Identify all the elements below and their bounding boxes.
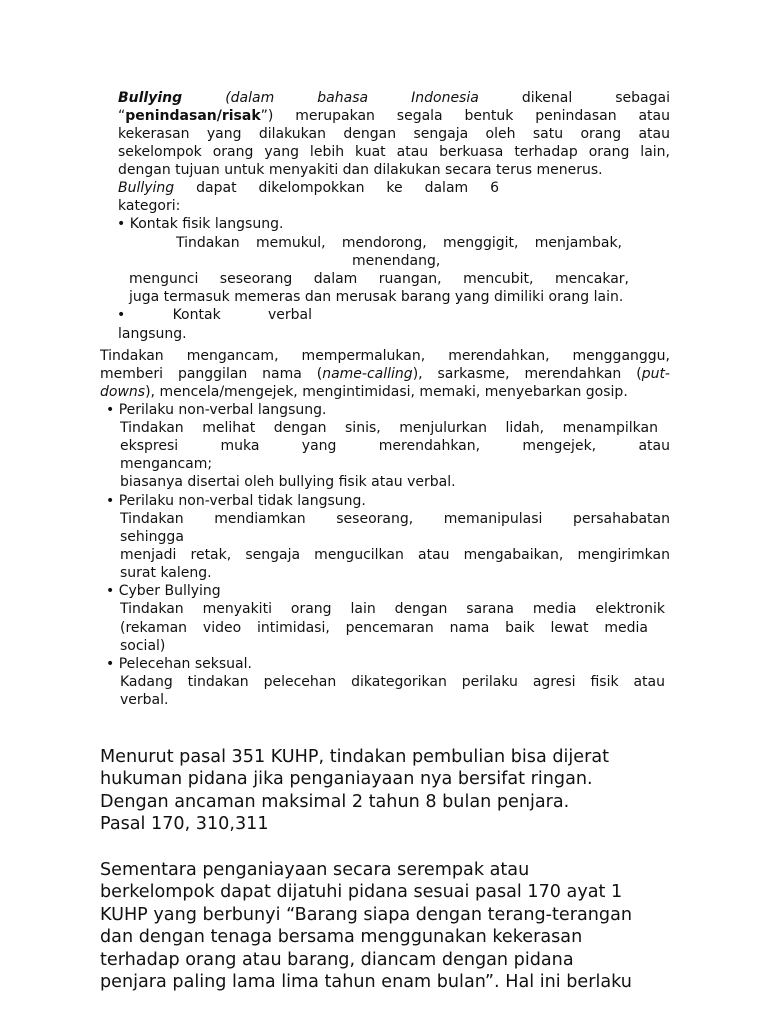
law-paragraph-2-line-3: KUHP yang berbunyi “Barang siapa dengan terang-terangan — [100, 905, 633, 925]
intro-line-3: kekerasan yang dilakukan dengan sengaja oleh satu orang atau — [118, 126, 670, 142]
bullet-icon: • — [117, 307, 126, 323]
category-6-desc-1: Kadang tindakan pelecehan dikategorikan perilaku agresi fisik atau — [120, 674, 665, 690]
category-4-title: Perilaku non-verbal tidak langsung. — [118, 493, 366, 509]
category-1-desc-4: juga termasuk memeras dan merusak barang yang dimiliki orang lain. — [129, 289, 624, 305]
intro-line-2 — [118, 107, 670, 125]
term-put-downs: downs — [100, 384, 146, 400]
category-3-title: Perilaku non-verbal langsung. — [118, 402, 327, 418]
category-2-desc-1: Tindakan mengancam, mempermalukan, merendahkan, mengganggu, — [100, 348, 670, 364]
category-1-desc-1: Tindakan memukul, mendorong, menggigit, menjambak, — [176, 235, 622, 251]
category-2-desc-3 — [100, 383, 628, 401]
desc-text: ), sarkasme, merendahkan ( — [412, 366, 642, 382]
category-3-heading — [106, 401, 326, 419]
category-5-title: Cyber Bullying — [118, 583, 221, 599]
category-2-title: Kontak verbal — [172, 307, 312, 323]
intro-line-6 — [118, 179, 499, 197]
law-paragraph-2-line-2: berkelompok dapat dijatuhi pidana sesuai pasal 170 ayat 1 — [100, 882, 623, 902]
category-6-desc-2: verbal. — [120, 692, 169, 708]
law-paragraph-2-line-4: dan dengan tenaga bersama menggunakan kekerasan — [100, 927, 583, 947]
category-2-heading — [117, 306, 312, 324]
bullet-icon: • — [106, 656, 115, 672]
desc-text: memberi panggilan nama ( — [100, 366, 323, 382]
category-4-desc-4: surat kaleng. — [120, 565, 212, 581]
category-5-desc-3: social) — [120, 638, 166, 654]
term-name-calling: name-calling — [322, 366, 413, 382]
category-4-heading — [106, 492, 366, 510]
bullet-icon: • — [106, 493, 115, 509]
bullet-icon: • — [106, 583, 115, 599]
quote-open: “ — [118, 108, 126, 124]
category-3-desc-3: mengancam; — [120, 456, 213, 472]
law-paragraph-1-line-3: Dengan ancaman maksimal 2 tahun 8 bulan penjara. — [100, 792, 570, 812]
category-4-desc-2: sehingga — [120, 529, 184, 545]
law-paragraph-2-line-6: penjara paling lama lima tahun enam bulan”. Hal ini berlaku — [100, 972, 632, 992]
category-4-desc-1: Tindakan mendiamkan seseorang, memanipulasi persahabatan — [120, 511, 670, 527]
quote-close: ”) — [260, 108, 274, 124]
category-5-desc-2: (rekaman video intimidasi, pencemaran nama baik lewat media — [120, 620, 648, 636]
category-3-desc-2: ekspresi muka yang merendahkan, mengejek, atau — [120, 438, 670, 454]
term-bullying: Bullying — [118, 180, 175, 196]
category-5-desc-1: Tindakan menyakiti orang lain dengan sarana media elektronik — [120, 601, 665, 617]
intro-text: dikenal sebagai — [521, 90, 670, 106]
category-3-desc-1: Tindakan melihat dengan sinis, menjulurkan lidah, menampilkan — [120, 420, 658, 436]
bullet-icon: • — [106, 402, 115, 418]
intro-line-7: kategori: — [118, 198, 181, 214]
category-5-heading — [106, 582, 221, 600]
category-6-title: Pelecehan seksual. — [118, 656, 252, 672]
intro-text: dapat dikelompokkan ke dalam 6 — [196, 180, 500, 196]
category-2-title-cont: langsung. — [118, 326, 187, 342]
category-1-desc-3: mengunci seseorang dalam ruangan, mencubit, mencakar, — [129, 271, 629, 287]
intro-line-5: dengan tujuan untuk menyakiti dan dilakukan secara terus menerus. — [118, 162, 603, 178]
category-2-desc-2 — [100, 365, 670, 383]
intro-text: (dalam bahasa Indonesia — [225, 90, 479, 106]
term-penindasan: penindasan/risak — [125, 108, 261, 124]
intro-line-1 — [118, 89, 670, 107]
category-1-desc-2: menendang, — [352, 253, 441, 269]
desc-text: ), mencela/mengejek, mengintimidasi, memaki, menyebarkan gosip. — [145, 384, 628, 400]
intro-line-4: sekelompok orang yang lebih kuat atau berkuasa terhadap orang lain, — [118, 144, 670, 160]
law-paragraph-1-line-1: Menurut pasal 351 KUHP, tindakan pembulian bisa dijerat — [100, 747, 610, 767]
law-paragraph-1-line-2: hukuman pidana jika penganiayaan nya bersifat ringan. — [100, 769, 593, 789]
intro-text: merupakan segala bentuk penindasan atau — [295, 108, 671, 124]
law-paragraph-1-line-4: Pasal 170, 310,311 — [100, 814, 269, 834]
category-3-desc-4: biasanya disertai oleh bullying fisik atau verbal. — [120, 474, 456, 490]
bullet-icon: • — [117, 216, 126, 232]
term-put-downs: put- — [641, 366, 670, 382]
law-paragraph-2-line-5: terhadap orang atau barang, diancam dengan pidana — [100, 950, 574, 970]
category-6-heading — [106, 655, 252, 673]
category-4-desc-3: menjadi retak, sengaja mengucilkan atau mengabaikan, mengirimkan — [120, 547, 670, 563]
category-1-heading — [117, 215, 283, 233]
category-1-title: Kontak fisik langsung. — [129, 216, 284, 232]
law-paragraph-2-line-1: Sementara penganiayaan secara serempak atau — [100, 860, 530, 880]
term-bullying: Bullying — [118, 90, 183, 106]
